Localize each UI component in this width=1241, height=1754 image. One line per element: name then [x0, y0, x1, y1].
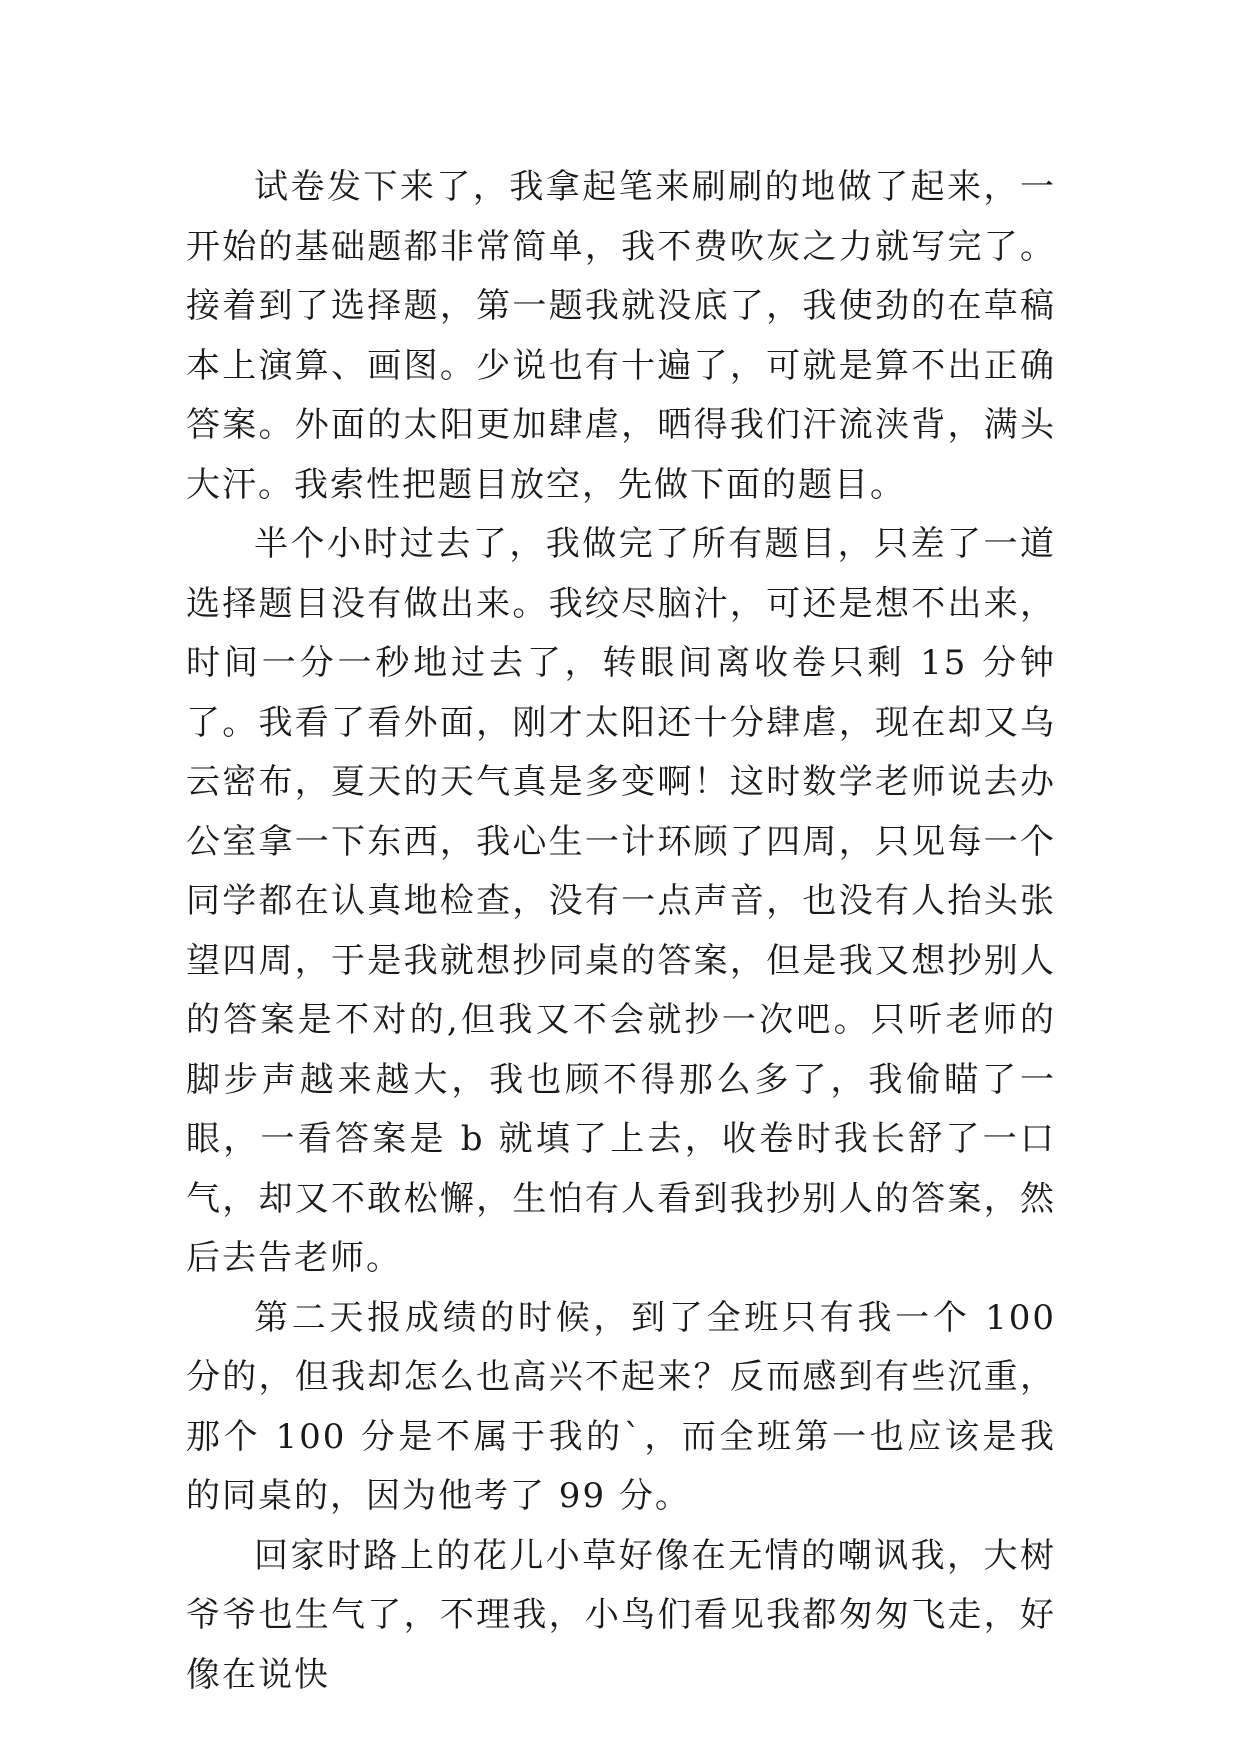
paragraph: 试卷发下来了，我拿起笔来刷刷的地做了起来，一开始的基础题都非常简单，我不费吹灰之力就写完了。接着到了选择题，第一题我就没底了，我使劲的在草稿本上演算、画图。少说也有十遍了，可就是算不出正确答案。外面的太阳更加肆虐，晒得我们汗流浃背，满头大汗。我索性把题目放空，先做下面的题目。: [186, 167, 1056, 505]
document-body: [186, 158, 1056, 1705]
paragraph: 回家时路上的花儿小草好像在无情的嘲讽我，大树爷爷也生气了，不理我，小鸟们看见我都匆匆飞走，好像在说快: [186, 1535, 1056, 1695]
paragraph: 第二天报成绩的时候，到了全班只有我一个 100 分的，但我却怎么也高兴不起来？反而感到有些沉重，那个 100 分是不属于我的`，而全班第一也应该是我的同桌的，因为他考了 99 分。: [186, 1297, 1056, 1516]
paragraph: 半个小时过去了，我做完了所有题目，只差了一道选择题目没有做出来。我绞尽脑汁，可还是想不出来，时间一分一秒地过去了，转眼间离收卷只剩 15 分钟了。我看了看外面，刚才太阳还十分肆虐，现在却又乌云密布，夏天的天气真是多变啊！这时数学老师说去办公室拿一下东西，我心生一计环顾了四周，只见每一个同学都在认真地检查，没有一点声音，也没有人抬头张望四周，于是我就想抄同桌的答案，但是我又想抄别人的答案是不对的,但我又不会就抄一次吧。只听老师的脚步声越来越大，我也顾不得那么多了，我偷瞄了一眼，一看答案是 b 就填了上去，收卷时我长舒了一口气，却又不敢松懈，生怕有人看到我抄别人的答案，然后去告老师。: [186, 524, 1056, 1278]
